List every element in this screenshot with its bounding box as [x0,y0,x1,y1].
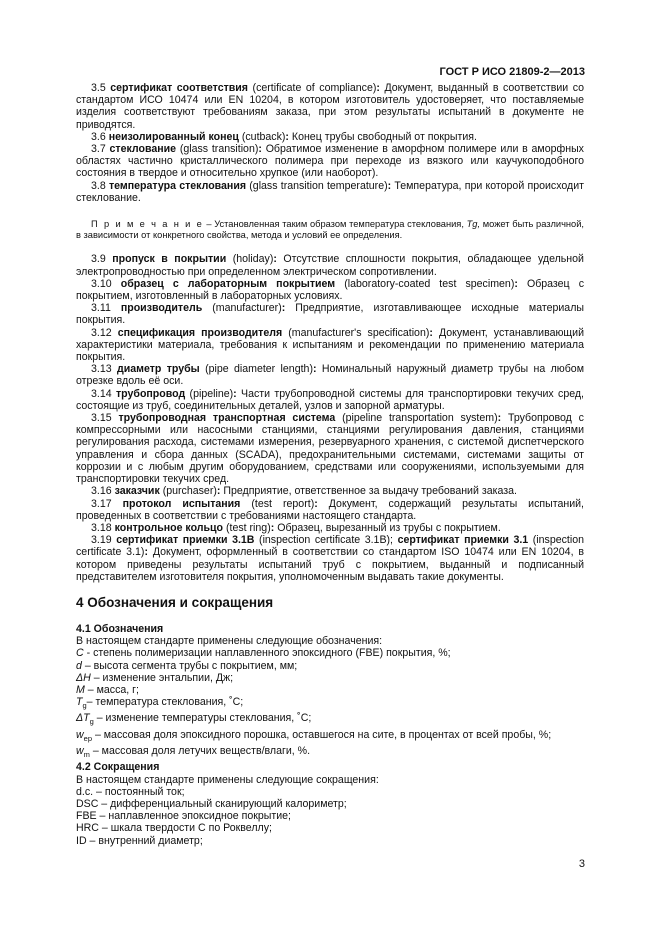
page-content [76,82,584,847]
definition-term: диаметр трубы [116,363,200,376]
symbol: T [76,696,83,709]
symbol-description: – массовая доля летучих веществ/влаги, %. [89,745,311,758]
definition-term: сертификат приемки 3.1В [116,534,255,547]
symbol: C [76,647,84,660]
definition-term: неизолированный конец [108,130,239,143]
definition-number: 3.13 [91,363,112,376]
note-paragraph [76,219,584,241]
definition-term: контрольное кольцо [114,521,224,534]
note-text-b: может быть различной, в зависимости от конкретного свойства, метода и условий ее определения. [76,219,584,241]
abbreviation-item: FBE – наплавленное эпоксидное покрытие; [76,810,291,823]
definition-english: cutback [245,130,282,143]
definition-number: 3.17 [91,497,112,510]
symbol: ΔT [76,712,90,725]
symbol-item [76,712,584,728]
abbreviation-item: d.c. – постоянный ток; [76,785,185,798]
standard-code-header: ГОСТ Р ИСО 21809-2—2013 [439,66,585,78]
definition-3-8: 3.8 температура стеклования (glass transition temperature): Температура, при которой происходит стеклование. [76,179,584,204]
definition-number: 3.9 [91,253,106,266]
definition-number: 3.19 [91,534,112,547]
definition-3-18: 3.18 контрольное кольцо (test ring): Образец, вырезанный из трубы с покрытием. [91,521,501,534]
symbol-item [76,745,584,761]
definition-3-13: 3.13 диаметр трубы (pipe diameter length): Номинальный наружный диаметр трубы на любом отрезке вдоль её оси. [76,363,584,388]
definition-3-6: 3.6 неизолированный конец (cutback): Конец трубы свободный от покрытия. [91,130,477,143]
symbol-item [76,684,584,696]
definition-term: заказчик [114,485,160,498]
symbol-item [76,696,584,712]
definition-text: Образец с покрытием, изготовленный в лабораторных условиях. [76,277,585,303]
symbol: d [76,659,82,672]
definition-term: стеклование [109,143,177,156]
symbols-intro: В настоящем стандарте применены следующие обозначения: [76,635,383,648]
definition-term: пропуск в покрытии [112,253,227,266]
definition-english: pipeline [193,387,230,400]
definition-number: 3.11 [91,302,111,315]
definition-text: Документ, устанавливающий характеристики материала, требования к испытаниям и рекомендации по применению материала покрытия. [76,326,584,364]
subsection-4-1-title: 4.1 Обозначения [76,622,164,635]
definition-term: протокол испытания [122,497,241,510]
note-symbol: Tg, [466,219,481,230]
definition-english: manufacturer's specification [291,326,426,339]
definition-term: трубопровод [115,387,186,400]
definition-term: трубопроводная транспортная система [118,412,336,425]
definition-english: laboratory-coated test specimen [347,277,511,290]
symbol: w [76,728,84,741]
definition-english: glass transition temperature [252,179,385,192]
definition-term: температура стеклования [108,179,247,192]
definition-term: производитель [120,302,203,315]
definition-english: certificate of compliance [256,82,373,94]
definition-english: pipeline transportation system [345,412,495,425]
definition-text: Предприятие, изготавливающее исходные материалы покрытия. [76,302,584,327]
symbols-list [76,635,584,761]
abbreviations-list [76,774,584,847]
definition-number: 3.16 [91,485,112,498]
note-text-a: – Установленная таким образом температура стеклования, [203,219,467,230]
abbreviation-item: DSC – дифференциальный сканирующий калориметр; [76,798,347,810]
symbol-item [76,647,584,659]
definitions-block-b [76,253,584,534]
symbol-description: – изменение температуры стеклования, ˚С; [93,712,312,725]
symbol-subscript: ep [83,733,92,743]
definition-3-10: 3.10 образец с лабораторным покрытием (laboratory-coated test specimen): Образец с покрытием, изготовленный в лабораторных условиях. [76,277,585,303]
symbol-subscript: g [82,701,87,711]
definition-term: образец с лабораторным покрытием [120,277,336,290]
definition-english: test report [254,497,311,510]
symbol-description: – высота сегмента трубы с покрытием, мм; [81,659,298,672]
symbol-description: – изменение энтальпии, Дж; [90,671,234,684]
definition-number: 3.5 [91,82,106,94]
definition-english: inspection certificate 3.1B [262,534,387,547]
symbol-description: – массовая доля эпоксидного порошка, оставшегося на сите, в процентах от всей пробы, %; [92,728,552,741]
definition-text: Части трубопроводной системы для транспортировки текучих сред, состоящие из труб, соединительных деталей, узлов и запорной арматуры. [76,387,584,412]
definition-text: Конец трубы свободный от покрытия. [288,130,477,143]
symbol: ΔH [76,671,91,684]
definition-text: Документ, выданный в соответствии со стандартом ИСО 10474 или EN 10204, в котором изготовитель удостоверяет, что поставляемые изделия соответствуют требованиям заказа, при этом результаты испытаний в документе не приводятся. [76,82,585,131]
definition-text: Документ, оформленный в соответствии со стандартом ISO 10474 или EN 10204, в котором приведены результаты испытаний труб с покрытием, выданный и подписанный представителем изготовителя покрытия, уполномоченным выдавать такие документы. [76,546,584,583]
symbol-subscript: g [89,717,94,727]
definition-term: спецификация производителя [117,326,283,339]
abbreviation-item: HRC – шкала твердости С по Роквеллу; [76,822,272,835]
definition-english: test ring [229,521,268,534]
definition-3-12: 3.12 спецификация производителя (manufacturer's specification): Документ, устанавливающий характеристики материала, требования к испытаниям и рекомендации по применению материала покрытия. [76,326,584,364]
symbol-item [76,660,584,672]
definition-number: 3.12 [91,326,112,339]
definition-3-15: 3.15 трубопроводная транспортная система (pipeline transportation system): Трубопровод с компрессорными или насосными станциями, станциями регулирования давления, станциями регулирования расхода, системами измерения, резервуарного хранения, с системой диспетчерского управления и сбора данных (SCADA), предохранительными системами, системами защиты от коррозии и с любым другим оборудованием, средствами или сооружениями, используемыми для транспортировки текучих сред. [76,412,584,486]
definition-text: Трубопровод с компрессорными или насосными станциями, станциями регулирования давления, станциями регулирования расхода, системами измерения, резервуарного хранения, с системой диспетчерского управления и сбора данных (SCADA), предохранительными системами, системами защиты от коррозии и с любым другим оборудованием, средствами или сооружениями, используемыми для транспортировки текучих сред. [76,412,584,486]
symbol-description: – масса, г; [84,683,139,696]
symbol: w [76,745,84,758]
symbol-subscript: m [83,750,90,760]
definition-text: Температура, при которой происходит стеклование. [76,179,584,204]
definition-text: Предприятие, ответственное за выдачу требований заказа. [220,485,517,498]
definition-term-2: сертификат приемки 3.1 [397,534,529,547]
definition-text: Образец, вырезанный из трубы с покрытием. [274,521,501,534]
definition-term: сертификат соответствия [110,82,248,94]
definition-english: purchaser [166,485,214,498]
definition-number: 3.15 [91,412,112,425]
page-number: 3 [578,858,585,870]
definition-number: 3.8 [91,179,106,192]
definition-number: 3.18 [91,521,112,534]
symbol-item [76,672,584,684]
symbol-description: – температура стеклования, ˚С; [86,696,244,709]
symbol-description: - степень полимеризации наплавленного эпоксидного (FBE) покрытия, %; [83,647,451,660]
definition-3-14: 3.14 трубопровод (pipeline): Части трубопроводной системы для транспортировки текучих сред, состоящие из труб, соединительных деталей, узлов и запорной арматуры. [76,387,584,412]
definition-3-16: 3.16 заказчик (purchaser): Предприятие, ответственное за выдачу требований заказа. [91,485,517,498]
definitions-block-a [76,82,584,204]
abbreviations-intro: В настоящем стандарте применены следующие сокращения: [76,773,379,786]
definition-number: 3.10 [91,277,112,290]
subsection-4-2-title: 4.2 Сокращения [76,761,160,774]
symbol-item [76,729,584,745]
section-4-title: 4 Обозначения и сокращения [76,594,274,610]
definition-english-2: inspection certificate 3.1 [76,534,584,559]
abbreviation-item: ID – внутренний диаметр; [76,834,203,847]
definition-3-5: 3.5 сертификат соответствия (certificate of compliance): Документ, выданный в соответствии со стандартом ИСО 10474 или EN 10204, в котором изготовитель удостоверяет, что поставляемые изделия соответствуют требованиям заказа, при этом результаты испытаний в документе не приводятся. [76,82,585,131]
definition-3-17: 3.17 протокол испытания (test report): Документ, содержащий результаты испытаний, проведенных в соответствии с требованиями настоящего стандарта. [76,497,584,522]
definition-3-7: 3.7 стеклование (glass transition): Обратимое изменение в аморфном полимере или в аморфных областях частично кристаллического полимера при переходе из вязкого или каучукоподобного состояния в твердое и относительно хрупкое (или наоборот). [76,143,584,180]
symbol: M [76,683,85,696]
definition-number: 3.6 [91,130,106,143]
definition-3-11: 3.11 производитель (manufacturer): Предприятие, изготавливающее исходные материалы покрытия. [76,302,584,327]
definition-3-19: 3.19 сертификат приемки 3.1В (inspection certificate 3.1B); сертификат приемки 3.1 (inspection certificate 3.1): Документ, оформленный в соответствии со стандартом ISO 10474 или EN 10204, в котором приведены результаты испытаний труб с покрытием, выданный и подписанный представителем изготовителя покрытия, уполномоченным выдавать такие документы. [76,534,584,583]
definition-english: holiday [236,253,270,266]
definition-text: Документ, содержащий результаты испытаний, проведенных в соответствии с требованиями настоящего стандарта. [76,497,584,522]
definition-number: 3.14 [91,387,112,400]
definition-text: Номинальный наружный диаметр трубы на любом отрезке вдоль её оси. [76,363,584,388]
definition-3-9: 3.9 пропуск в покрытии (holiday): Отсутствие сплошности покрытия, обладающее удельной электропроводностью при определенном электрическом сопротивлении. [76,253,584,278]
definition-english: glass transition [183,143,255,156]
definition-english: manufacturer [215,302,279,315]
note-label: П р и м е ч а н и е [91,219,204,230]
definition-text: Обратимое изменение в аморфном полимере или в аморфных областях частично кристаллического полимера при переходе из вязкого или каучукоподобного состояния в твердое и относительно хрупкое (или наоборот). [76,143,584,180]
definition-text: Отсутствие сплошности покрытия, обладающее удельной электропроводностью при определенном электрическом сопротивлении. [76,253,584,278]
definition-number: 3.7 [91,143,106,156]
definition-english: pipe diameter length [208,363,310,376]
